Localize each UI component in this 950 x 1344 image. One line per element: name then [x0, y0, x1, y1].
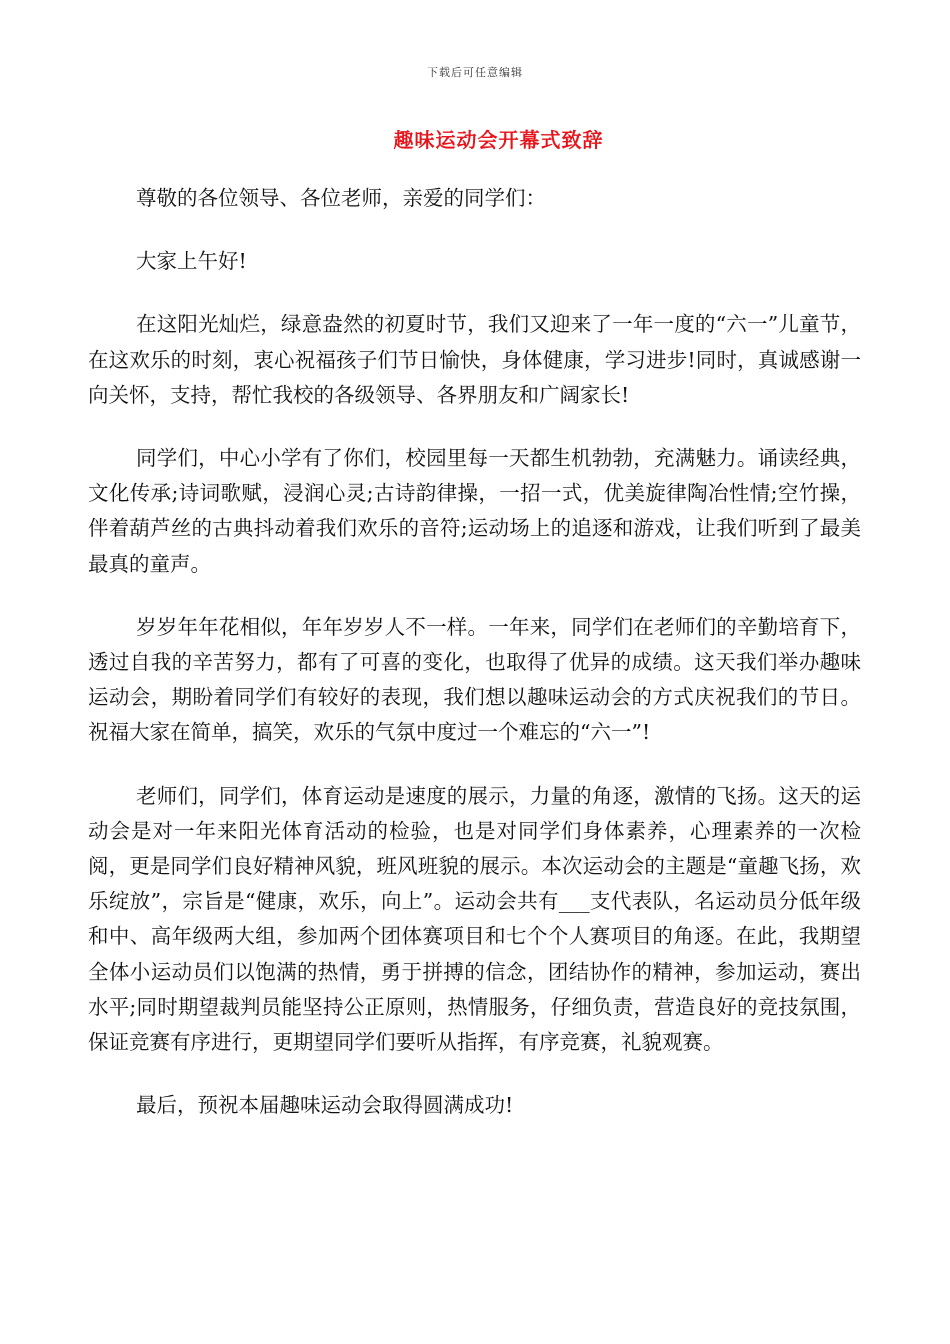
- document-body: [88, 181, 861, 1151]
- document-title: 趣味运动会开幕式致辞: [393, 128, 604, 152]
- body-paragraph: 在这阳光灿烂，绿意盎然的初夏时节，我们又迎来了一年一度的“六一”儿童节，在这欢乐的时刻，衷心祝福孩子们节日愉快，身体健康，学习进步!同时，真诚感谢一向关怀，支持，帮忙我校的各级领导、各界朋友和广阔家长!: [88, 312, 861, 407]
- body-paragraph: 老师们，同学们，体育运动是速度的展示，力量的角逐，激情的飞扬。这天的运动会是对一年来阳光体育活动的检验，也是对同学们身体素养，心理素养的一次检阅，更是同学们良好精神风貌，班风班貌的展示。本次运动会的主题是“童趣飞扬，欢乐绽放”，宗旨是“健康，欢乐，向上”。运动会共有___支代表队，名运动员分低年级和中、高年级两大组，参加两个团体赛项目和七个个人赛项目的角逐。在此，我期望全体小运动员们以饱满的热情，勇于拼搏的信念，团结协作的精神，参加运动，赛出水平;同时期望裁判员能坚持公正原则，热情服务，仔细负责，营造良好的竞技氛围，保证竞赛有序进行，更期望同学们要听从指挥，有序竞赛，礼貌观赛。: [88, 783, 861, 1055]
- header-note: 下载后可任意编辑: [427, 66, 523, 79]
- salutation-paragraph: 尊敬的各位领导、各位老师，亲爱的同学们：: [136, 186, 546, 210]
- body-paragraph: 岁岁年年花相似，年年岁岁人不一样。一年来，同学们在老师们的辛勤培育下，透过自我的辛苦努力，都有了可喜的变化，也取得了优异的成绩。这天我们举办趣味运动会，期盼着同学们有较好的表现，我们想以趣味运动会的方式庆祝我们的节日。祝福大家在简单，搞笑，欢乐的气氛中度过一个难忘的“六一”!: [88, 614, 861, 745]
- body-paragraph: 同学们，中心小学有了你们，校园里每一天都生机勃勃，充满魅力。诵读经典，文化传承;诗词歌赋，浸润心灵;古诗韵律操，一招一式，优美旋律陶冶性情;空竹操，伴着葫芦丝的古典抖动着我们欢乐的音符;运动场上的追逐和游戏，让我们听到了最美最真的童声。: [88, 446, 861, 576]
- closing-paragraph: 最后，预祝本届趣味运动会取得圆满成功!: [136, 1093, 514, 1118]
- greeting-paragraph: 大家上午好!: [136, 249, 247, 274]
